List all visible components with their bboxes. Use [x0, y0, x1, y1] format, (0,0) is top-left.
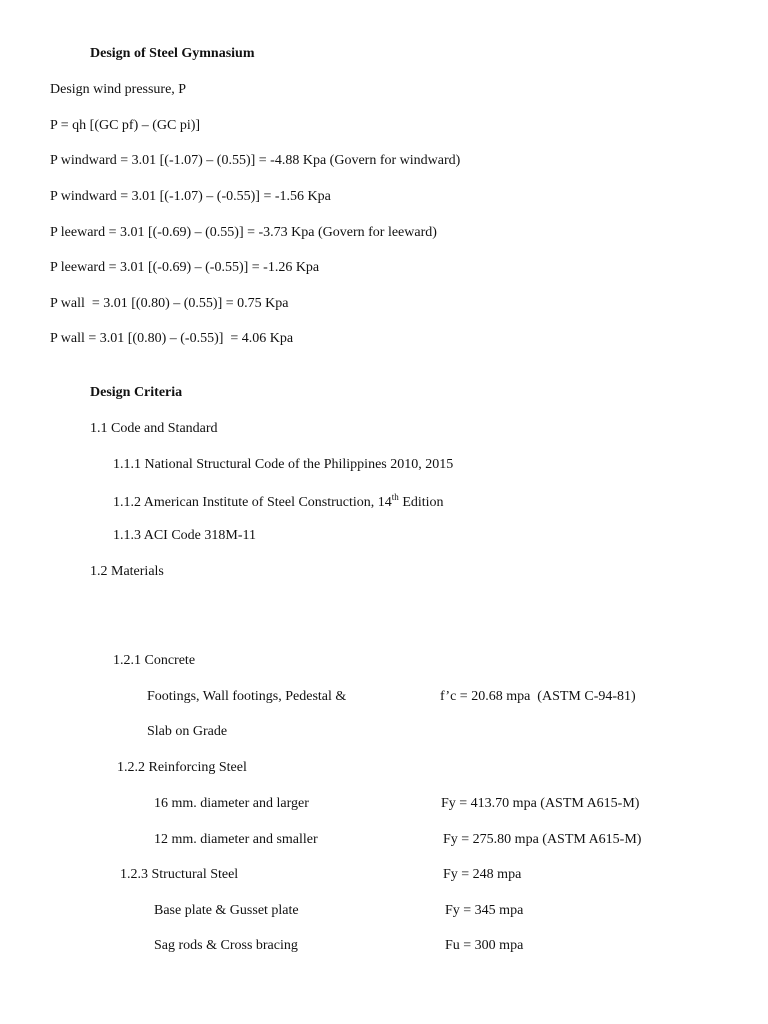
code-item-text: 1.1.2 American Institute of Steel Construction, 14 [113, 495, 392, 510]
wind-line: P wall = 3.01 [(0.80) – (0.55)] = 0.75 Kpa [50, 296, 289, 311]
structural-steel-value: Fy = 248 mpa [443, 867, 522, 882]
rebar-label: 16 mm. diameter and larger [154, 796, 309, 811]
sag-rods-label: Sag rods & Cross bracing [154, 938, 298, 953]
wind-line: P windward = 3.01 [(-1.07) – (0.55)] = -4.88 Kpa (Govern for windward) [50, 153, 461, 168]
rebar-value: Fy = 413.70 mpa (ASTM A615-M) [441, 796, 640, 811]
base-plate-label: Base plate & Gusset plate [154, 903, 299, 918]
code-item-text: Edition [398, 495, 444, 510]
reinforcing-steel-heading: 1.2.2 Reinforcing Steel [117, 760, 247, 775]
code-item: 1.1.3 ACI Code 318M-11 [113, 528, 256, 543]
wind-line: P leeward = 3.01 [(-0.69) – (-0.55)] = -1.26 Kpa [50, 260, 320, 275]
wind-line: P leeward = 3.01 [(-0.69) – (0.55)] = -3.73 Kpa (Govern for leeward) [50, 225, 437, 240]
wind-pressure-formula: P = qh [(GC pf) – (GC pi)] [50, 118, 201, 133]
sag-rods-value: Fu = 300 mpa [445, 938, 524, 953]
wind-line: P wall = 3.01 [(0.80) – (-0.55)] = 4.06 Kpa [50, 331, 294, 346]
code-item [113, 494, 444, 512]
structural-steel-heading: 1.2.3 Structural Steel [120, 867, 239, 882]
code-item-superscript: th [391, 492, 399, 502]
base-plate-value: Fy = 345 mpa [445, 903, 524, 918]
rebar-label: 12 mm. diameter and smaller [154, 832, 318, 847]
rebar-value: Fy = 275.80 mpa (ASTM A615-M) [443, 832, 642, 847]
page-title: Design of Steel Gymnasium [90, 46, 255, 61]
concrete-value: f’c = 20.68 mpa (ASTM C-94-81) [440, 689, 636, 704]
materials-heading: 1.2 Materials [90, 564, 164, 579]
concrete-item-label: Slab on Grade [147, 724, 228, 739]
wind-pressure-heading: Design wind pressure, P [50, 82, 187, 97]
concrete-item-label: Footings, Wall footings, Pedestal & [147, 689, 347, 704]
code-item: 1.1.1 National Structural Code of the Philippines 2010, 2015 [113, 457, 454, 472]
concrete-heading: 1.2.1 Concrete [113, 653, 196, 668]
code-standard-heading: 1.1 Code and Standard [90, 421, 218, 436]
design-criteria-heading: Design Criteria [90, 385, 183, 400]
wind-line: P windward = 3.01 [(-1.07) – (-0.55)] = -1.56 Kpa [50, 189, 331, 204]
